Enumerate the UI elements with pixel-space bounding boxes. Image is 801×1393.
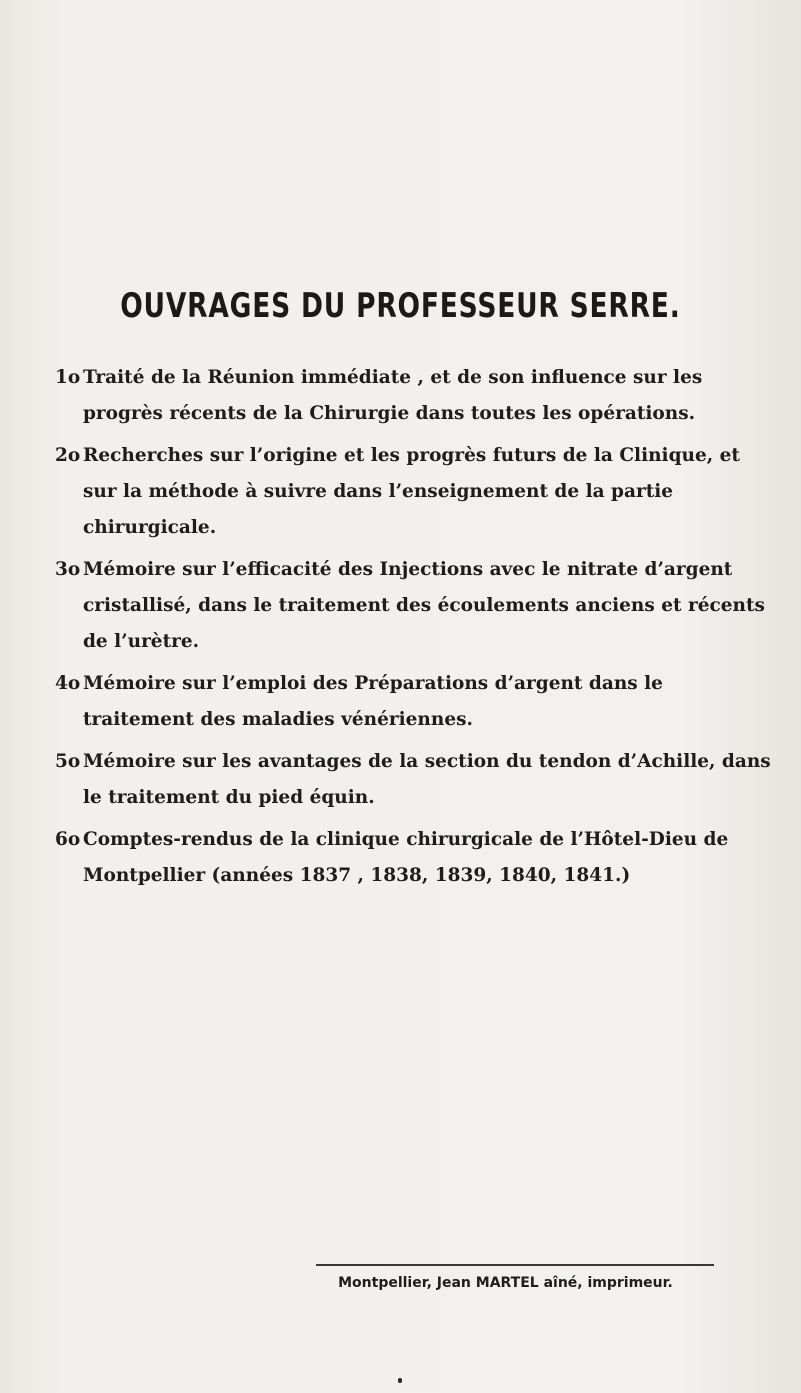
printer-imprint: Montpellier, Jean MARTEL aîné, imprimeur.: [338, 1275, 673, 1291]
work-text: Traité de la Réunion immédiate , et de son influence sur les progrès récents de la Chirurgie dans toutes les opérations.: [83, 367, 703, 424]
ink-speck: [398, 1378, 402, 1383]
work-item-5: [55, 744, 775, 816]
work-text: Recherches sur l’origine et les progrès futurs de la Clinique, et sur la méthode à suivre dans l’enseignement de la partie chirurgicale.: [83, 445, 740, 538]
work-item-6: [55, 822, 775, 894]
works-list: [55, 360, 775, 900]
work-text: Mémoire sur les avantages de la section du tendon d’Achille, dans le traitement du pied équin.: [83, 751, 771, 808]
work-item-3: [55, 552, 775, 660]
work-number: 3o: [55, 559, 81, 580]
page-title: OUVRAGES DU PROFESSEUR SERRE.: [120, 286, 681, 326]
work-item-1: [55, 360, 775, 432]
work-number: 5o: [55, 751, 81, 772]
work-item-2: [55, 438, 775, 546]
work-text: Mémoire sur l’emploi des Préparations d’argent dans le traitement des maladies vénériennes.: [83, 673, 663, 730]
work-number: 2o: [55, 445, 81, 466]
work-number: 6o: [55, 829, 81, 850]
work-item-4: [55, 666, 775, 738]
work-text: Mémoire sur l’efficacité des Injections avec le nitrate d’argent cristallisé, dans le traitement des écoulements anciens et récents de l’urètre.: [83, 559, 765, 652]
work-number: 1o: [55, 367, 81, 388]
work-text: Comptes-rendus de la clinique chirurgicale de l’Hôtel-Dieu de Montpellier (années 1837 , 1838, 1839, 1840, 1841.): [83, 829, 729, 886]
divider-rule: [316, 1264, 714, 1266]
work-number: 4o: [55, 673, 81, 694]
